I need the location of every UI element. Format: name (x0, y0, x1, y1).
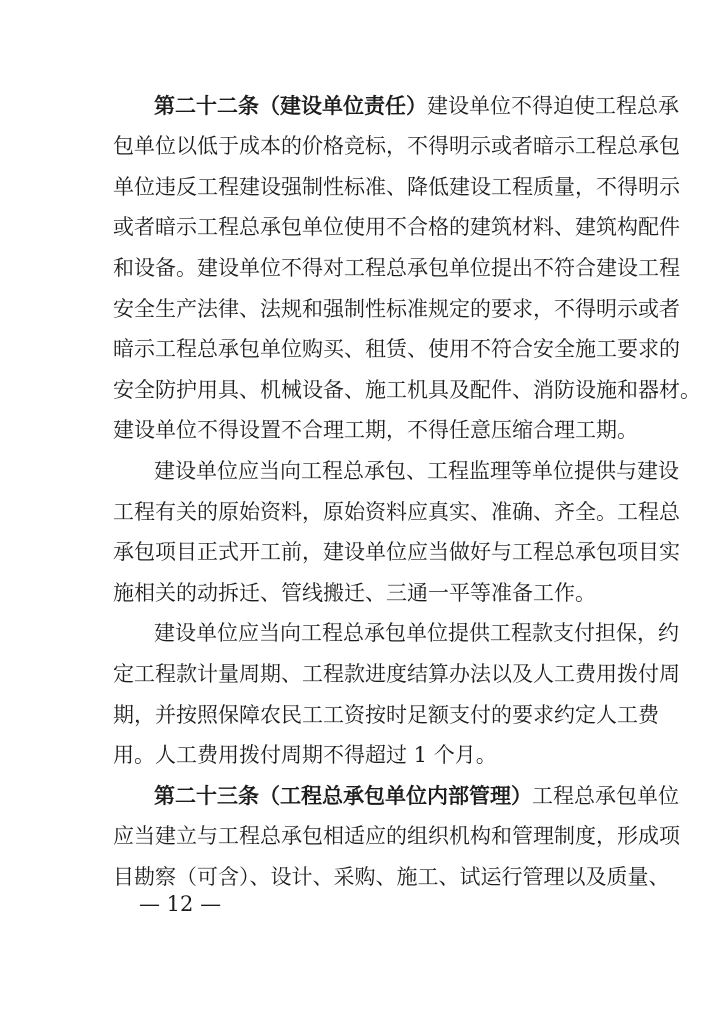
article-22-line-4: 或者暗示工程总承包单位使用不合格的建筑材料、建筑构配件 (113, 215, 680, 239)
paragraph-2-line-4: 施相关的动拆迁、管线搬迁、三通一平等准备工作。 (113, 581, 596, 605)
article-23-heading: 第二十三条（工程总承包单位内部管理） (154, 784, 532, 808)
article-22-line-8: 安全防护用具、机械设备、施工机具及配件、消防设施和器材。 (113, 378, 701, 402)
paragraph-3-line-1: 建设单位应当向工程总承包单位提供工程款支付担保，约 (154, 621, 679, 645)
article-22-line-5: 和设备。建设单位不得对工程总承包单位提出不符合建设工程 (113, 256, 680, 280)
article-22-line-9: 建设单位不得设置不合理工期，不得任意压缩合理工期。 (113, 418, 638, 442)
paragraph-3-line-4: 用。人工费用拨付周期不得超过 1 个月。 (113, 743, 497, 767)
article-22-text-1: 建设单位不得迫使工程总承 (427, 94, 679, 118)
paragraph-2-line-3: 承包项目正式开工前，建设单位应当做好与工程总承包项目实 (113, 540, 680, 564)
article-22-line-3: 单位违反工程建设强制性标准、降低建设工程质量，不得明示 (113, 175, 680, 199)
article-22-line-2: 包单位以低于成本的价格竞标，不得明示或者暗示工程总承包 (113, 134, 680, 158)
article-23-line-3: 目勘察（可含）、设计、采购、施工、试运行管理以及质量、 (113, 865, 670, 889)
article-23-text-1: 工程总承包单位 (532, 784, 679, 808)
article-22-line-7: 暗示工程总承包单位购买、租赁、使用不符合安全施工要求的 (113, 337, 680, 361)
article-23-line-2: 应当建立与工程总承包相适应的组织机构和管理制度，形成项 (113, 824, 680, 848)
article-22-line-6: 安全生产法律、法规和强制性标准规定的要求，不得明示或者 (113, 297, 680, 321)
page-number: — 12 — (139, 892, 222, 916)
paragraph-2-line-1: 建设单位应当向工程总承包、工程监理等单位提供与建设 (154, 459, 679, 483)
paragraph-3-line-2: 定工程款计量周期、工程款进度结算办法以及人工费用拨付周 (113, 662, 680, 686)
article-22-heading: 第二十二条（建设单位责任） (154, 94, 427, 118)
article-23-line-1 (154, 776, 679, 816)
paragraph-3-line-3: 期，并按照保障农民工工资按时足额支付的要求约定人工费 (113, 703, 659, 727)
paragraph-2-line-2: 工程有关的原始资料，原始资料应真实、准确、齐全。工程总 (113, 500, 680, 524)
article-22-line-1 (154, 86, 679, 126)
